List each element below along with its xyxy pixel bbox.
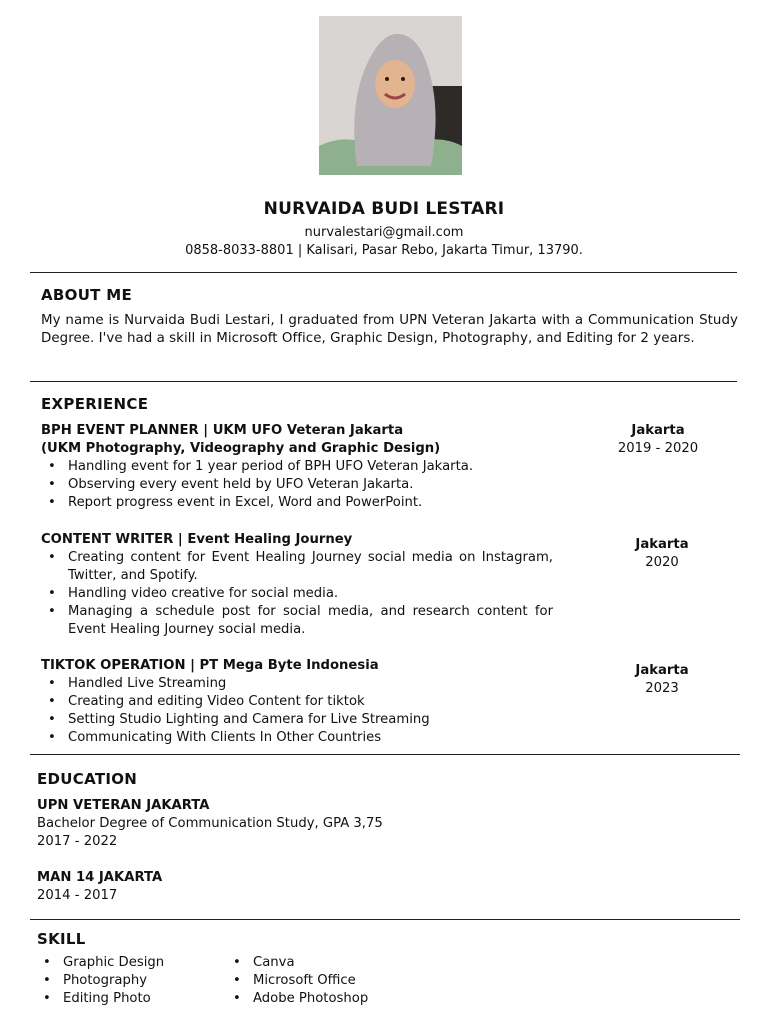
list-item: • Microsoft Office [227, 972, 368, 990]
job-entry [41, 657, 553, 747]
list-item: • Communicating With Clients In Other Countries [41, 729, 553, 747]
list-item: • Graphic Design [37, 954, 164, 972]
list-item: • Creating content for Event Healing Journey social media on Instagram, Twitter, and Spotify. [41, 549, 553, 585]
list-item: • Handled Live Streaming [41, 675, 553, 693]
job-title: TIKTOK OPERATION | PT Mega Byte Indonesia [41, 658, 379, 673]
job-bullets [41, 458, 553, 512]
job-period: 2019 - 2020 [617, 441, 699, 456]
skill-title: SKILL [37, 930, 86, 948]
profile-photo [319, 16, 462, 175]
divider [30, 272, 737, 273]
divider [30, 919, 740, 920]
job-meta [603, 422, 713, 458]
job-title: BPH EVENT PLANNER | UKM UFO Veteran Jakarta [41, 423, 404, 438]
job-subtitle: (UKM Photography, Videography and Graphic Design) [41, 441, 441, 456]
education-title: EDUCATION [37, 770, 138, 788]
skill-list [37, 954, 164, 1008]
job-location: Jakarta [635, 537, 689, 552]
email-text[interactable]: nurvalestari@gmail.com [304, 225, 464, 240]
job-title: CONTENT WRITER | Event Healing Journey [41, 532, 353, 547]
divider [30, 381, 737, 382]
person-portrait-icon [319, 16, 462, 175]
school-name: MAN 14 JAKARTA [37, 870, 163, 885]
list-item: • Handling event for 1 year period of BPH UFO Veteran Jakarta. [41, 458, 553, 476]
list-item: • Handling video creative for social media. [41, 585, 553, 603]
job-period: 2023 [645, 681, 679, 696]
education-entry [37, 869, 162, 905]
about-title: ABOUT ME [41, 286, 133, 304]
education-entry [37, 797, 383, 851]
degree-text: Bachelor Degree of Communication Study, GPA 3,75 [37, 816, 383, 831]
education-period: 2014 - 2017 [37, 888, 118, 903]
list-item: • Creating and editing Video Content for tiktok [41, 693, 553, 711]
job-meta [607, 662, 717, 698]
contact-line: 0858-8033-8801 | Kalisari, Pasar Rebo, Jakarta Timur, 13790. [185, 243, 583, 258]
about-text: My name is Nurvaida Budi Lestari, I graduated from UPN Veteran Jakarta with a Communication Study Degree. I've had a skill in Microsoft Office, Graphic Design, Photography, and Editing for 2 years. [41, 313, 738, 346]
job-entry [41, 422, 553, 512]
list-item: • Editing Photo [37, 990, 164, 1008]
divider [30, 754, 740, 755]
experience-title: EXPERIENCE [41, 395, 149, 413]
list-item: • Managing a schedule post for social media, and research content for Event Healing Journey social media. [41, 603, 553, 639]
job-entry [41, 531, 553, 639]
list-item: • Adobe Photoshop [227, 990, 368, 1008]
education-period: 2017 - 2022 [37, 834, 118, 849]
list-item: • Setting Studio Lighting and Camera for Live Streaming [41, 711, 553, 729]
candidate-name: NURVAIDA BUDI LESTARI [263, 199, 505, 219]
job-period: 2020 [645, 555, 679, 570]
list-item: • Report progress event in Excel, Word and PowerPoint. [41, 494, 553, 512]
job-location: Jakarta [631, 423, 685, 438]
job-bullets [41, 549, 553, 639]
list-item: • Canva [227, 954, 368, 972]
job-meta [607, 536, 717, 572]
list-item: • Photography [37, 972, 164, 990]
job-location: Jakarta [635, 663, 689, 678]
list-item: • Observing every event held by UFO Veteran Jakarta. [41, 476, 553, 494]
school-name: UPN VETERAN JAKARTA [37, 798, 210, 813]
job-bullets [41, 675, 553, 747]
skill-list [227, 954, 368, 1008]
